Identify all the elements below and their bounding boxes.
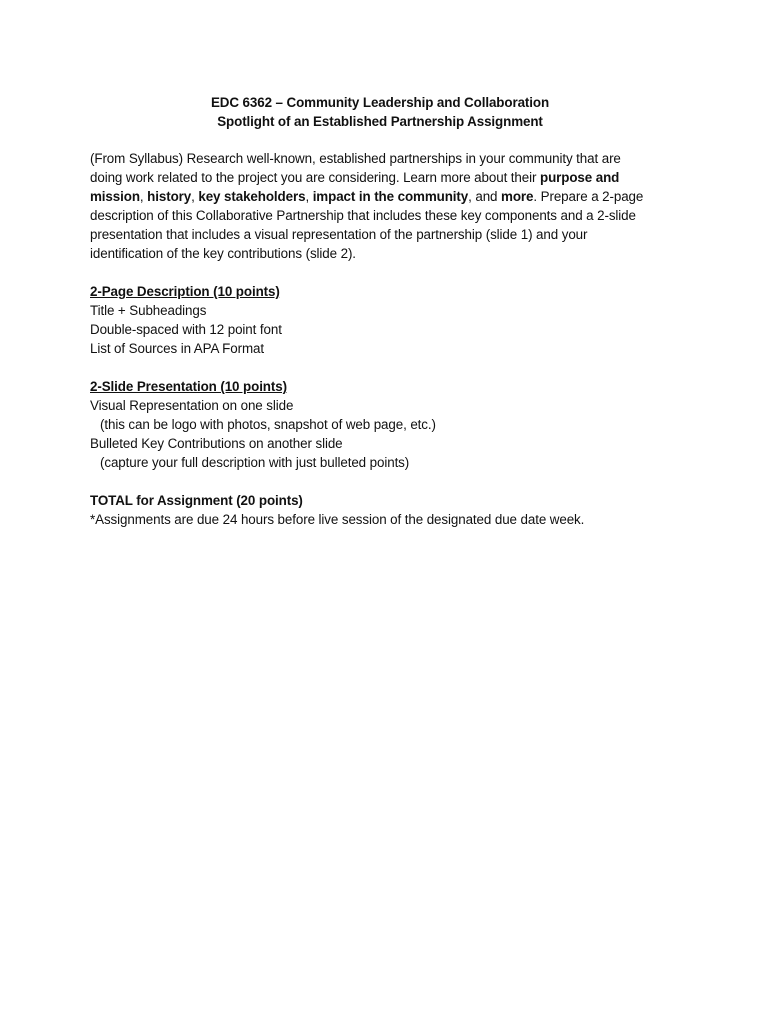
presentation-item: Bulleted Key Contributions on another slide bbox=[90, 436, 343, 451]
intro-text: doing work related to the project you are considering. Learn more about their bbox=[90, 170, 540, 185]
intro-line bbox=[90, 244, 670, 263]
total-section-title: TOTAL for Assignment (20 points) bbox=[90, 493, 303, 508]
intro-emphasis: mission bbox=[90, 189, 140, 204]
intro-line bbox=[90, 149, 670, 168]
intro-emphasis: impact in the community bbox=[312, 189, 469, 204]
total-section bbox=[90, 491, 670, 529]
description-item: Double-spaced with 12 point font bbox=[90, 322, 282, 337]
intro-text: (From Syllabus) Research well-known, established partnerships in your community that are bbox=[90, 151, 621, 166]
intro-text: . Prepare a 2-page bbox=[533, 189, 644, 204]
intro-line bbox=[90, 168, 670, 187]
presentation-section-title: 2-Slide Presentation (10 points) bbox=[90, 379, 287, 394]
document-subtitle: Spotlight of an Established Partnership Assignment bbox=[217, 114, 543, 129]
intro-text: description of this Collaborative Partnership that includes these key components and a 2-slide bbox=[90, 208, 636, 223]
intro-text: identification of the key contributions (slide 2). bbox=[90, 246, 356, 261]
document-body bbox=[90, 93, 670, 529]
presentation-item: Visual Representation on one slide bbox=[90, 398, 294, 413]
presentation-section bbox=[90, 377, 670, 472]
description-section bbox=[90, 282, 670, 358]
intro-line bbox=[90, 187, 670, 206]
intro-emphasis: key stakeholders bbox=[198, 189, 306, 204]
intro-paragraph bbox=[90, 149, 670, 263]
due-date-note: *Assignments are due 24 hours before live session of the designated due date week. bbox=[90, 512, 585, 527]
intro-text: , bbox=[139, 189, 148, 204]
intro-emphasis: purpose and bbox=[539, 170, 620, 185]
intro-line bbox=[90, 225, 670, 244]
description-item: List of Sources in APA Format bbox=[90, 341, 264, 356]
intro-text: , bbox=[305, 189, 313, 204]
intro-line bbox=[90, 206, 670, 225]
intro-emphasis: more bbox=[501, 189, 534, 204]
presentation-item-detail: (capture your full description with just bulleted points) bbox=[100, 455, 410, 470]
intro-text: , and bbox=[468, 189, 502, 204]
intro-emphasis: history bbox=[147, 189, 192, 204]
description-section-title: 2-Page Description (10 points) bbox=[90, 284, 280, 299]
document-title: EDC 6362 – Community Leadership and Collaboration bbox=[210, 95, 550, 110]
intro-text: , bbox=[191, 189, 199, 204]
intro-text: presentation that includes a visual representation of the partnership (slide 1) and your bbox=[90, 227, 588, 242]
presentation-item-detail: (this can be logo with photos, snapshot of web page, etc.) bbox=[100, 417, 436, 432]
description-item: Title + Subheadings bbox=[90, 303, 207, 318]
